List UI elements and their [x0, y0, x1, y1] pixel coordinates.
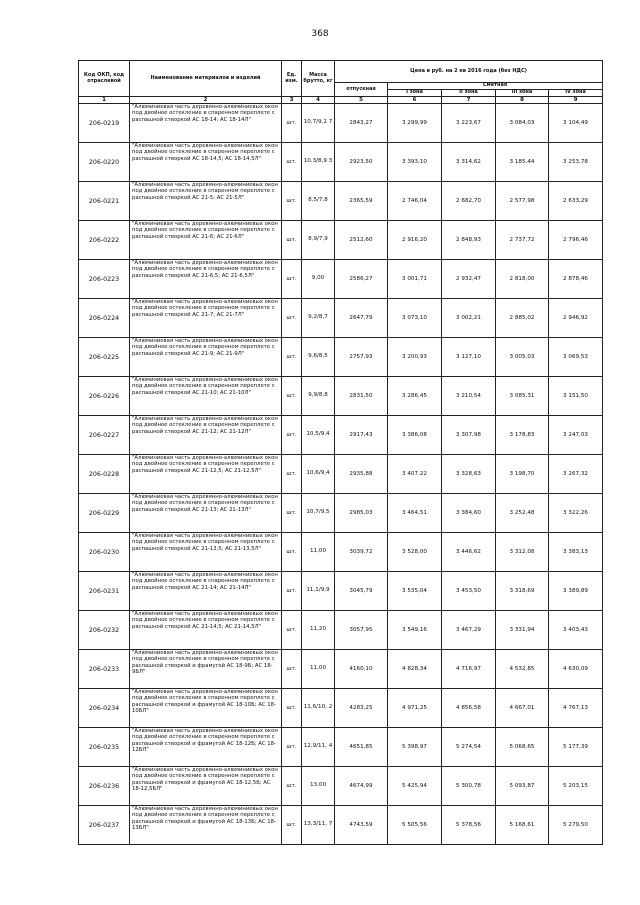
zone-4-price: 2 633,29	[549, 182, 603, 221]
item-code: 206-0235	[79, 728, 130, 767]
zone-2-price: 4 716,97	[442, 650, 496, 689]
item-mass: 10,7/9,1 7	[302, 104, 335, 143]
item-code: 206-0229	[79, 494, 130, 533]
item-name: "Алюминиевая часть деревянно-алюминиевых окон под двойное остекление в спаренном переплете с распашной створкой АС 21-9; АС 21-9Л"	[130, 338, 282, 377]
release-price: 2365,59	[335, 182, 388, 221]
zone-4-price: 4 767,13	[549, 689, 603, 728]
item-mass: 12,9/11, 4	[302, 728, 335, 767]
header-zone-4: IV зона	[549, 90, 603, 97]
table-row	[79, 143, 603, 182]
item-mass: 9,6/8,5	[302, 338, 335, 377]
item-code: 206-0230	[79, 533, 130, 572]
release-price: 4651,85	[335, 728, 388, 767]
zone-1-price: 3 200,93	[388, 338, 442, 377]
zone-2-price: 3 127,10	[442, 338, 496, 377]
zone-1-price: 3 393,10	[388, 143, 442, 182]
item-mass: 11,00	[302, 533, 335, 572]
zone-3-price: 2 577,98	[496, 182, 549, 221]
item-unit: шт.	[282, 806, 302, 845]
item-name: "Алюминиевая часть деревянно-алюминиевых окон под двойное остекление в спаренном переплете с распашной створкой и фрамугой АС 18-9Б; АС 18-9БЛ"	[130, 650, 282, 689]
release-price: 2917,43	[335, 416, 388, 455]
item-name: "Алюминиевая часть деревянно-алюминиевых окон под двойное остекление в спаренном переплете с распашной створкой АС 18-14,5; АС 18-14,5Л"	[130, 143, 282, 182]
release-price: 4674,99	[335, 767, 388, 806]
zone-1-price: 3 073,10	[388, 299, 442, 338]
item-code: 206-0222	[79, 221, 130, 260]
item-name: "Алюминиевая часть деревянно-алюминиевых окон под двойное остекление в спаренном переплете с распашной створкой АС 21-6; АС 21-6Л"	[130, 221, 282, 260]
item-unit: шт.	[282, 143, 302, 182]
item-code: 206-0233	[79, 650, 130, 689]
zone-2-price: 3 453,50	[442, 572, 496, 611]
column-index: 7	[442, 97, 496, 104]
zone-2-price: 3 446,62	[442, 533, 496, 572]
item-mass: 9,2/8,7	[302, 299, 335, 338]
price-table	[78, 60, 603, 845]
item-mass: 13,3/11, 7	[302, 806, 335, 845]
zone-2-price: 5 274,54	[442, 728, 496, 767]
header-code: Код ОКП, код отраслевой	[79, 61, 130, 97]
release-price: 2935,88	[335, 455, 388, 494]
zone-4-price: 5 177,39	[549, 728, 603, 767]
item-unit: шт.	[282, 650, 302, 689]
item-code: 206-0219	[79, 104, 130, 143]
item-code: 206-0237	[79, 806, 130, 845]
header-name: Наименование материалов и изделий	[130, 61, 282, 97]
zone-4-price: 3 389,89	[549, 572, 603, 611]
zone-2-price: 3 002,21	[442, 299, 496, 338]
release-price: 2647,79	[335, 299, 388, 338]
table-row	[79, 299, 603, 338]
table-row	[79, 182, 603, 221]
zone-1-price: 3 407,22	[388, 455, 442, 494]
item-name: "Алюминиевая часть деревянно-алюминиевых окон под двойное остекление в спаренном переплете с распашной створкой АС 18-14; АС 18-14Л"	[130, 104, 282, 143]
item-code: 206-0224	[79, 299, 130, 338]
release-price: 3039,72	[335, 533, 388, 572]
item-unit: шт.	[282, 221, 302, 260]
header-zone-3: III зона	[496, 90, 549, 97]
item-mass: 10,6/9,4	[302, 455, 335, 494]
table-row	[79, 104, 603, 143]
zone-3-price: 2 818,00	[496, 260, 549, 299]
zone-4-price: 3 403,43	[549, 611, 603, 650]
item-unit: шт.	[282, 338, 302, 377]
zone-1-price: 3 528,00	[388, 533, 442, 572]
item-unit: шт.	[282, 767, 302, 806]
zone-1-price: 2 916,20	[388, 221, 442, 260]
zone-4-price: 2 796,46	[549, 221, 603, 260]
zone-3-price: 3 331,94	[496, 611, 549, 650]
item-unit: шт.	[282, 182, 302, 221]
item-code: 206-0231	[79, 572, 130, 611]
item-unit: шт.	[282, 689, 302, 728]
zone-3-price: 4 667,01	[496, 689, 549, 728]
zone-4-price: 3 322,26	[549, 494, 603, 533]
zone-3-price: 3 198,70	[496, 455, 549, 494]
table-row	[79, 533, 603, 572]
item-code: 206-0223	[79, 260, 130, 299]
item-code: 206-0221	[79, 182, 130, 221]
release-price: 2586,27	[335, 260, 388, 299]
header-zone-2: II зона	[442, 90, 496, 97]
zone-4-price: 2 878,46	[549, 260, 603, 299]
table-row	[79, 260, 603, 299]
table-row	[79, 611, 603, 650]
release-price: 4743,59	[335, 806, 388, 845]
header-mass: Масса брутто, кг	[302, 61, 335, 97]
item-name: "Алюминиевая часть деревянно-алюминиевых окон под двойное остекление в спаренном переплете с распашной створкой и фрамугой АС 18-12Б; АС 18-12БЛ"	[130, 728, 282, 767]
zone-1-price: 4 971,25	[388, 689, 442, 728]
item-code: 206-0225	[79, 338, 130, 377]
item-unit: шт.	[282, 104, 302, 143]
zone-1-price: 3 464,51	[388, 494, 442, 533]
header-price-group: Цена в руб. на 2 кв 2016 года (без НДС)	[335, 61, 603, 83]
zone-1-price: 5 425,94	[388, 767, 442, 806]
zone-4-price: 3 253,78	[549, 143, 603, 182]
zone-1-price: 5 505,56	[388, 806, 442, 845]
item-code: 206-0228	[79, 455, 130, 494]
zone-4-price: 3 247,03	[549, 416, 603, 455]
item-name: "Алюминиевая часть деревянно-алюминиевых окон под двойное остекление в спаренном переплете с распашной створкой АС 21-10; АС 21-10Л"	[130, 377, 282, 416]
column-index: 1	[79, 97, 130, 104]
item-code: 206-0234	[79, 689, 130, 728]
zone-3-price: 3 085,31	[496, 377, 549, 416]
column-index: 8	[496, 97, 549, 104]
zone-3-price: 5 093,87	[496, 767, 549, 806]
header-zone-1: I зона	[388, 90, 442, 97]
item-mass: 11,6/10, 2	[302, 689, 335, 728]
item-unit: шт.	[282, 572, 302, 611]
zone-3-price: 3 252,48	[496, 494, 549, 533]
item-mass: 13,00	[302, 767, 335, 806]
table-row	[79, 377, 603, 416]
zone-1-price: 3 299,99	[388, 104, 442, 143]
item-unit: шт.	[282, 260, 302, 299]
page-number: 368	[311, 29, 329, 39]
table-row	[79, 806, 603, 845]
zone-2-price: 5 378,56	[442, 806, 496, 845]
item-name: "Алюминиевая часть деревянно-алюминиевых окон под двойное остекление в спаренном переплете с распашной створкой АС 21-7; АС 21-7Л"	[130, 299, 282, 338]
table-row	[79, 416, 603, 455]
item-name: "Алюминиевая часть деревянно-алюминиевых окон под двойное остекление в спаренном переплете с распашной створкой АС 21-6,5; АС 21-6,5Л"	[130, 260, 282, 299]
zone-2-price: 3 467,29	[442, 611, 496, 650]
column-index: 6	[388, 97, 442, 104]
item-unit: шт.	[282, 377, 302, 416]
item-unit: шт.	[282, 299, 302, 338]
header-release-price: отпускная	[335, 83, 388, 97]
release-price: 2831,50	[335, 377, 388, 416]
item-mass: 8,5/7,8	[302, 182, 335, 221]
item-name: "Алюминиевая часть деревянно-алюминиевых окон под двойное остекление в спаренном переплете с распашной створкой и фрамугой АС 18-10Б; АС 18-10БЛ"	[130, 689, 282, 728]
table-row	[79, 650, 603, 689]
zone-1-price: 2 746,04	[388, 182, 442, 221]
item-mass: 11,00	[302, 650, 335, 689]
header-unit: Ед. изм.	[282, 61, 302, 97]
item-name: "Алюминиевая часть деревянно-алюминиевых окон под двойное остекление в спаренном переплете с распашной створкой АС 21-12; АС 21-12Л"	[130, 416, 282, 455]
release-price: 2923,50	[335, 143, 388, 182]
item-name: "Алюминиевая часть деревянно-алюминиевых окон под двойное остекление в спаренном переплете с распашной створкой АС 21-14; АС 21-14Л"	[130, 572, 282, 611]
item-mass: 10,3/8,9 3	[302, 143, 335, 182]
zone-3-price: 3 005,03	[496, 338, 549, 377]
item-code: 206-0226	[79, 377, 130, 416]
item-code: 206-0227	[79, 416, 130, 455]
item-name: "Алюминиевая часть деревянно-алюминиевых окон под двойное остекление в спаренном переплете с распашной створкой и фрамугой АС 18-12,5Б; АС 18-12,5БЛ"	[130, 767, 282, 806]
zone-2-price: 2 932,47	[442, 260, 496, 299]
column-index: 2	[130, 97, 282, 104]
release-price: 2512,60	[335, 221, 388, 260]
table-row	[79, 338, 603, 377]
zone-1-price: 3 535,04	[388, 572, 442, 611]
item-name: "Алюминиевая часть деревянно-алюминиевых окон под двойное остекление в спаренном переплете с распашной створкой АС 21-5; АС 21-5Л"	[130, 182, 282, 221]
zone-3-price: 2 885,02	[496, 299, 549, 338]
zone-4-price: 5 203,15	[549, 767, 603, 806]
item-unit: шт.	[282, 533, 302, 572]
item-unit: шт.	[282, 455, 302, 494]
zone-1-price: 4 828,34	[388, 650, 442, 689]
item-mass: 10,7/9,5	[302, 494, 335, 533]
zone-3-price: 3 178,83	[496, 416, 549, 455]
zone-3-price: 3 185,44	[496, 143, 549, 182]
zone-4-price: 4 630,09	[549, 650, 603, 689]
item-mass: 9,9/8,8	[302, 377, 335, 416]
zone-3-price: 3 312,08	[496, 533, 549, 572]
release-price: 4160,10	[335, 650, 388, 689]
column-index: 4	[302, 97, 335, 104]
zone-3-price: 3 318,69	[496, 572, 549, 611]
zone-1-price: 3 549,16	[388, 611, 442, 650]
zone-2-price: 2 848,93	[442, 221, 496, 260]
table-row	[79, 689, 603, 728]
item-name: "Алюминиевая часть деревянно-алюминиевых окон под двойное остекление в спаренном переплете с распашной створкой АС 21-12,5; АС 21-12,5Л"	[130, 455, 282, 494]
item-unit: шт.	[282, 494, 302, 533]
item-unit: шт.	[282, 611, 302, 650]
item-mass: 10,5/9,4	[302, 416, 335, 455]
table-row	[79, 494, 603, 533]
zone-4-price: 3 383,13	[549, 533, 603, 572]
zone-2-price: 3 210,54	[442, 377, 496, 416]
table-row	[79, 728, 603, 767]
item-code: 206-0220	[79, 143, 130, 182]
item-mass: 8,9/7,9	[302, 221, 335, 260]
table-row	[79, 455, 603, 494]
zone-2-price: 3 384,60	[442, 494, 496, 533]
table-row	[79, 767, 603, 806]
zone-3-price: 4 532,85	[496, 650, 549, 689]
zone-2-price: 3 314,62	[442, 143, 496, 182]
zone-2-price: 4 856,58	[442, 689, 496, 728]
column-index: 9	[549, 97, 603, 104]
zone-3-price: 2 737,72	[496, 221, 549, 260]
zone-2-price: 2 682,70	[442, 182, 496, 221]
item-mass: 9,00	[302, 260, 335, 299]
zone-3-price: 5 068,65	[496, 728, 549, 767]
zone-4-price: 3 151,50	[549, 377, 603, 416]
zone-4-price: 3 267,32	[549, 455, 603, 494]
zone-1-price: 5 398,97	[388, 728, 442, 767]
release-price: 3045,79	[335, 572, 388, 611]
zone-4-price: 5 279,50	[549, 806, 603, 845]
item-mass: 11,1/9,9	[302, 572, 335, 611]
release-price: 2985,03	[335, 494, 388, 533]
item-name: "Алюминиевая часть деревянно-алюминиевых окон под двойное остекление в спаренном переплете с распашной створкой АС 21-13,5; АС 21-13,5Л"	[130, 533, 282, 572]
zone-4-price: 3 104,49	[549, 104, 603, 143]
column-index: 3	[282, 97, 302, 104]
column-index: 5	[335, 97, 388, 104]
zone-1-price: 3 386,08	[388, 416, 442, 455]
release-price: 2843,27	[335, 104, 388, 143]
zone-3-price: 5 168,61	[496, 806, 549, 845]
item-name: "Алюминиевая часть деревянно-алюминиевых окон под двойное остекление в спаренном переплете с распашной створкой и фрамугой АС 18-13Б; АС 18-13БЛ"	[130, 806, 282, 845]
table-row	[79, 221, 603, 260]
column-index-row	[79, 97, 603, 104]
release-price: 4283,25	[335, 689, 388, 728]
item-name: "Алюминиевая часть деревянно-алюминиевых окон под двойное остекление в спаренном переплете с распашной створкой АС 21-13; АС 21-13Л"	[130, 494, 282, 533]
zone-1-price: 3 001,71	[388, 260, 442, 299]
zone-3-price: 3 084,03	[496, 104, 549, 143]
zone-1-price: 3 286,45	[388, 377, 442, 416]
zone-2-price: 3 223,67	[442, 104, 496, 143]
item-unit: шт.	[282, 416, 302, 455]
release-price: 3057,95	[335, 611, 388, 650]
zone-4-price: 3 069,53	[549, 338, 603, 377]
zone-2-price: 3 307,98	[442, 416, 496, 455]
item-code: 206-0236	[79, 767, 130, 806]
item-name: "Алюминиевая часть деревянно-алюминиевых окон под двойное остекление в спаренном переплете с распашной створкой АС 21-14,5; АС 21-14,5Л"	[130, 611, 282, 650]
item-mass: 11,20	[302, 611, 335, 650]
item-code: 206-0232	[79, 611, 130, 650]
release-price: 2757,93	[335, 338, 388, 377]
item-unit: шт.	[282, 728, 302, 767]
table-row	[79, 572, 603, 611]
zone-2-price: 5 300,78	[442, 767, 496, 806]
zone-4-price: 2 946,92	[549, 299, 603, 338]
header-estimate-price: Сметная	[388, 83, 603, 90]
zone-2-price: 3 328,63	[442, 455, 496, 494]
